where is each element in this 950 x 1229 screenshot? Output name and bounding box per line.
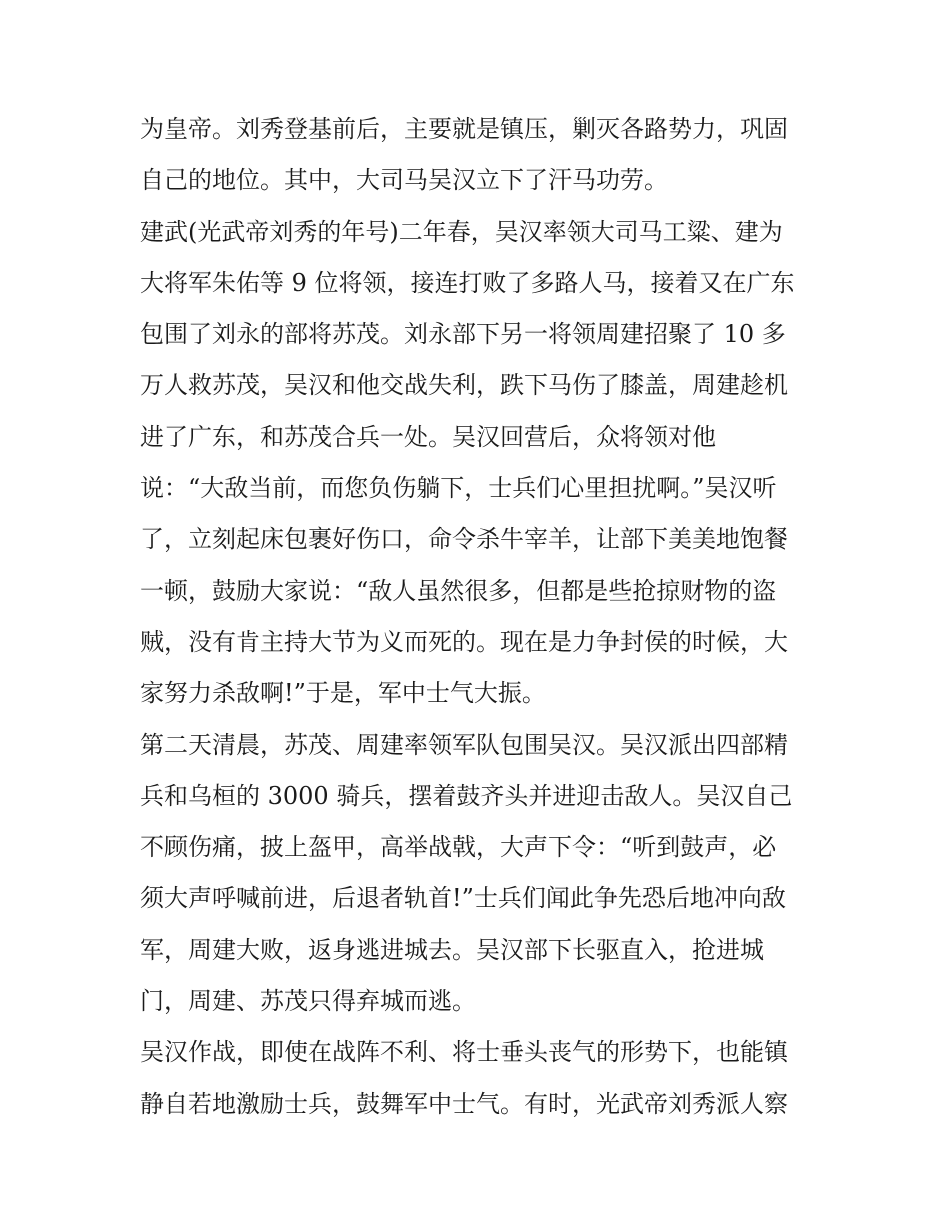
text-line: 进了广东，和苏茂合兵一处。吴汉回营后，众将领对他 — [140, 422, 716, 451]
text-line: 万人救苏茂，吴汉和他交战失利，跌下马伤了膝盖，周建趁机 — [140, 371, 788, 400]
text-line: 不顾伤痛，披上盔甲，高举战戟，大声下令：“听到鼓声，必 — [140, 833, 777, 862]
text-line: 门，周建、苏茂只得弃城而逃。 — [140, 987, 476, 1016]
text-line: 为皇帝。刘秀登基前后，主要就是镇压，剿灭各路势力，巩固 — [140, 115, 788, 143]
text-line: 包围了刘永的部将苏茂。刘永部下另一将领周建招聚了 10 多 — [140, 320, 786, 349]
text-line: 须大声呼喊前进，后退者轨首!”士兵们闻此争先恐后地冲向敌 — [140, 884, 786, 913]
text-line: 静自若地激励士兵，鼓舞军中士气。有时，光武帝刘秀派人察 — [140, 1089, 788, 1118]
text-line: 军，周建大败，返身逃进城去。吴汉部下长驱直入，抢进城 — [140, 935, 764, 964]
text-line: 自己的地位。其中，大司马吴汉立下了汗马功劳。 — [140, 166, 668, 195]
text-line: 家努力杀敌啊!”于是，军中士气大振。 — [140, 679, 546, 708]
text-line: 了，立刻起床包裹好伤口，命令杀牛宰羊，让部下美美地饱餐 — [140, 525, 788, 554]
text-line: 贼，没有肯主持大节为义而死的。现在是力争封侯的时候，大 — [140, 627, 788, 656]
text-line: 兵和乌桓的 3000 骑兵，摆着鼓齐头并进迎击敌人。吴汉自己 — [140, 781, 793, 810]
text-line: 吴汉作战，即使在战阵不利、将士垂头丧气的形势下，也能镇 — [140, 1038, 788, 1067]
text-line: 一顿，鼓励大家说：“敌人虽然很多，但都是些抢掠财物的盗 — [140, 576, 777, 605]
body-text — [140, 104, 820, 1130]
text-line: 建武(光武帝刘秀的年号)二年春，吴汉率领大司马工粱、建为 — [140, 217, 783, 246]
text-line: 第二天清晨，苏茂、周建率领军队包围吴汉。吴汉派出四部精 — [140, 730, 788, 759]
text-line: 说：“大敌当前，而您负伤躺下，士兵们心里担扰啊。”吴汉听 — [140, 474, 777, 503]
text-line: 大将军朱佑等 9 位将领，接连打败了多路人马，接着又在广东 — [140, 268, 795, 297]
